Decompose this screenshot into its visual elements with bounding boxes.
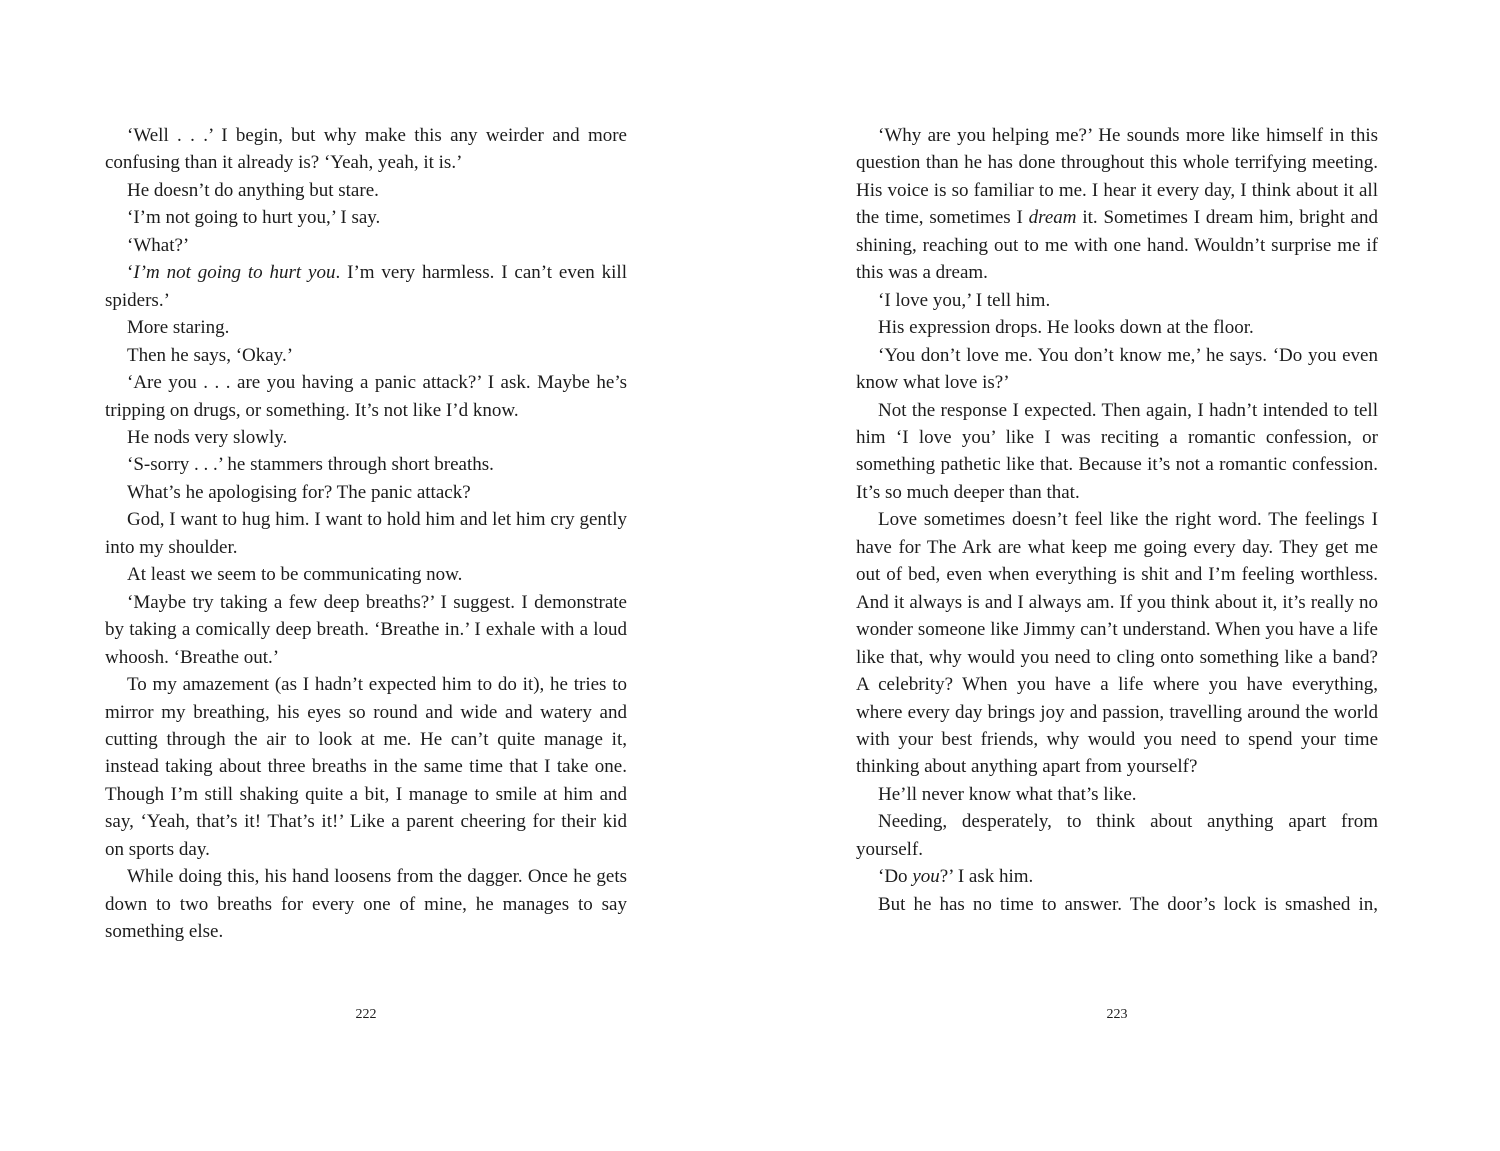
text-run: ‘Are you . . . are you having a panic attack?’ I ask. Maybe he’s tripping on drugs, or something. It’s not like I’d know.	[105, 372, 627, 421]
text-run: While doing this, his hand loosens from the dagger. Once he gets down to two breaths for every one of mine, he manages to say something else.	[105, 866, 627, 943]
italic-text: you	[912, 866, 940, 888]
paragraph	[105, 863, 627, 945]
text-run: More staring.	[127, 317, 230, 339]
text-run: He doesn’t do anything but stare.	[127, 179, 379, 201]
paragraph	[856, 891, 1378, 918]
paragraph	[856, 397, 1378, 507]
paragraph	[105, 314, 627, 341]
paragraph	[105, 561, 627, 588]
paragraph	[105, 589, 627, 671]
paragraph	[856, 808, 1378, 863]
text-run: His expression drops. He looks down at the floor.	[878, 317, 1254, 339]
paragraph	[105, 232, 627, 259]
paragraph	[856, 863, 1378, 890]
paragraph	[105, 342, 627, 369]
text-run: Not the response I expected. Then again, I hadn’t intended to tell him ‘I love you’ like I was reciting a romantic confession, or something pathetic like that. Because it’s not a romantic confession. It’s so much deeper than that.	[856, 399, 1378, 503]
paragraph	[105, 204, 627, 231]
page-number-right: 223	[1106, 1007, 1128, 1022]
text-run: ?’ I ask him.	[939, 866, 1034, 888]
text-run: it. Sometimes I dream him, bright and shining, reaching out to me with one hand. Wouldn’t surprise me if this was a dream.	[856, 207, 1378, 284]
text-run: ‘Do	[878, 866, 913, 888]
italic-text: I’m not going to hurt you	[133, 262, 336, 284]
text-run: Needing, desperately, to think about anything apart from yourself.	[856, 811, 1378, 860]
text-run: ‘Why are you helping me?’ He sounds more like himself in this question than he has done throughout this whole terrifying meeting. His voice is so familiar to me. I hear it every day, I think about it all the time, sometimes I	[856, 125, 1378, 229]
paragraph	[856, 314, 1378, 341]
right-page-text	[856, 122, 1378, 918]
text-run: He’ll never know what that’s like.	[878, 783, 1137, 805]
paragraph	[105, 369, 627, 424]
paragraph	[105, 424, 627, 451]
text-run: God, I want to hug him. I want to hold him and let him cry gently into my shoulder.	[105, 509, 627, 558]
paragraph	[105, 479, 627, 506]
text-run: ‘	[127, 262, 134, 284]
text-run: ‘What?’	[127, 234, 190, 256]
left-page-text	[105, 122, 627, 946]
text-run: He nods very slowly.	[127, 426, 288, 448]
text-run: To my amazement (as I hadn’t expected him to do it), he tries to mirror my breathing, his eyes so round and wide and watery and cutting through the air to look at me. He can’t quite manage it, instead taking about three breaths in the same time that I take one. Though I’m still shaking quite a bit, I manage to smile at him and say, ‘Yeah, that’s it! That’s it!’ Like a parent cheering for their kid on sports day.	[105, 674, 627, 860]
text-run: What’s he apologising for? The panic attack?	[127, 481, 471, 503]
paragraph	[856, 781, 1378, 808]
paragraph	[856, 342, 1378, 397]
paragraph	[105, 177, 627, 204]
text-run: . I’m very harmless. I can’t even kill spiders.’	[105, 262, 627, 311]
paragraph	[105, 671, 627, 863]
paragraph	[105, 259, 627, 314]
text-run: ‘S-sorry . . .’ he stammers through short breaths.	[127, 454, 494, 476]
italic-text: dream	[1028, 207, 1077, 229]
text-run: ‘You don’t love me. You don’t know me,’ he says. ‘Do you even know what love is?’	[856, 344, 1378, 394]
paragraph	[856, 287, 1378, 314]
paragraph	[856, 122, 1378, 287]
page-number-left: 222	[355, 1007, 377, 1022]
text-run: ‘I’m not going to hurt you,’ I say.	[127, 207, 381, 229]
text-run: At least we seem to be communicating now.	[127, 564, 463, 586]
paragraph	[105, 506, 627, 561]
text-run: But he has no time to answer. The door’s lock is smashed in,	[878, 893, 1378, 915]
paragraph	[105, 451, 627, 478]
paragraph	[105, 122, 627, 177]
text-run: Then he says, ‘Okay.’	[127, 344, 294, 366]
text-run: ‘Maybe try taking a few deep breaths?’ I suggest. I demonstrate by taking a comically deep breath. ‘Breathe in.’ I exhale with a loud whoosh. ‘Breathe out.’	[105, 591, 627, 668]
text-run: ‘Well . . .’ I begin, but why make this any weirder and more confusing than it already is? ‘Yeah, yeah, it is.’	[105, 125, 627, 174]
paragraph	[856, 506, 1378, 781]
text-run: Love sometimes doesn’t feel like the right word. The feelings I have for The Ark are what keep me going every day. They get me out of bed, even when everything is shit and I’m feeling worthless. And it always is and I always am. If you think about it, it’s really no wonder someone like Jimmy can’t understand. When you have a life like that, why would you need to cling onto something like a band? A celebrity? When you have a life where you have everything, where every day brings joy and passion, travelling around the world with your best friends, why would you need to spend your time thinking about anything apart from yourself?	[856, 509, 1378, 778]
text-run: ‘I love you,’ I tell him.	[878, 289, 1051, 311]
